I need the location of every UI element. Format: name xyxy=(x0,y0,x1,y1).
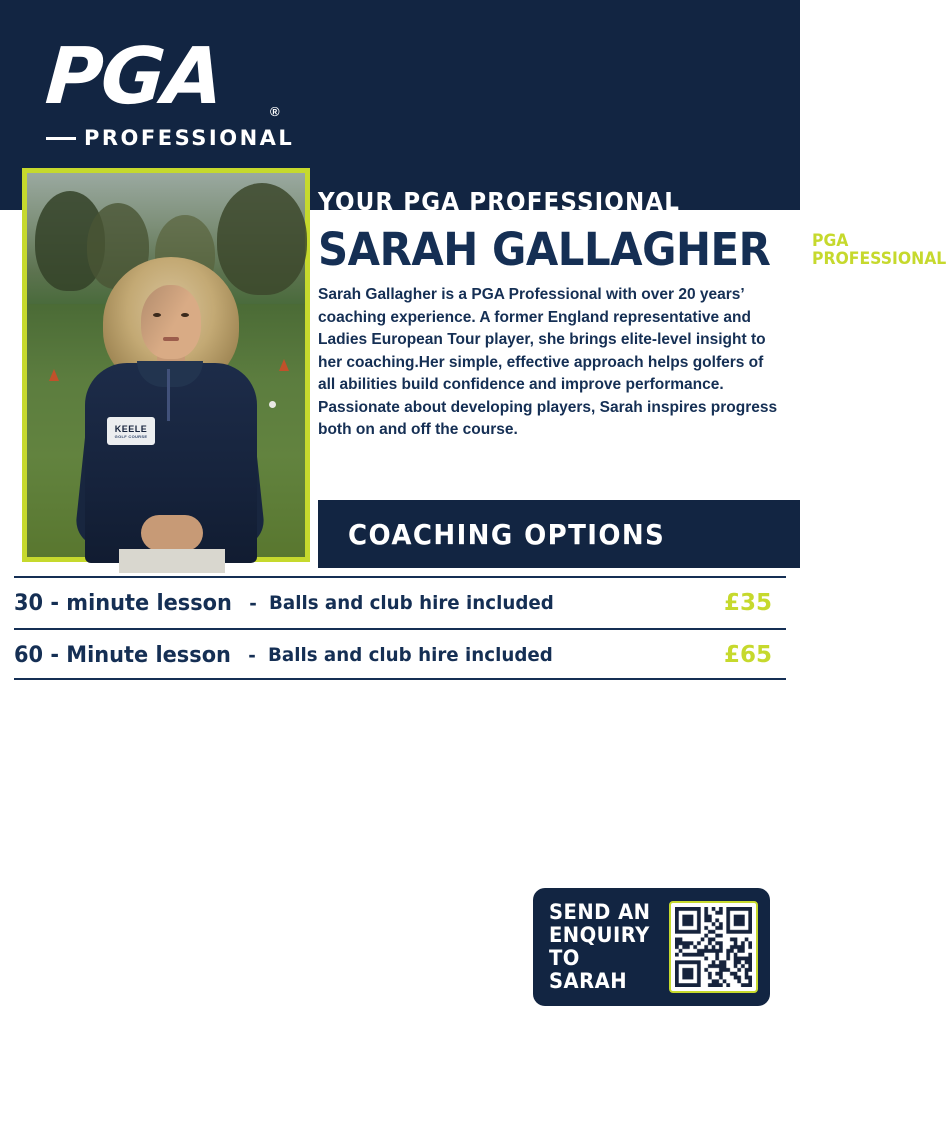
pga-logo-subtitle-row xyxy=(46,126,296,150)
registered-trademark-icon: ® xyxy=(270,104,280,119)
golf-ball-icon xyxy=(269,401,276,408)
coach-trousers xyxy=(119,549,225,573)
coach-bio: Sarah Gallagher is a PGA Professional with over 20 years’ coaching experience. A former England representative and Ladies European Tour player, she brings elite-level insight to her coaching.Her simple, effective approach helps golfers of all abilities build confidence and improve performance. Passionate about developing players, Sarah inspires progress both on and off the course. xyxy=(318,286,778,438)
coach-credential xyxy=(812,226,946,268)
coach-eye-left xyxy=(153,313,161,317)
send-enquiry-line1: SEND AN xyxy=(549,900,651,924)
lesson-row xyxy=(14,578,786,628)
send-enquiry-line2: ENQUIRY xyxy=(549,923,650,947)
lesson-row xyxy=(14,630,786,680)
coach-eye-right xyxy=(181,313,189,317)
coach-face-shading xyxy=(141,285,201,359)
lesson-price: £65 xyxy=(723,642,772,668)
coach-credential-line1: PGA xyxy=(812,231,849,251)
qr-code-canvas xyxy=(675,907,752,987)
coach-figure xyxy=(79,257,263,563)
coaching-options-title: COACHING OPTIONS xyxy=(348,517,666,551)
coach-mouth xyxy=(163,337,179,341)
coach-intro-block xyxy=(318,186,947,457)
jacket-badge-top-text: KEELE xyxy=(114,423,148,434)
lesson-detail: Balls and club hire included xyxy=(268,592,554,614)
pga-logo-subtitle: PROFESSIONAL xyxy=(84,126,295,150)
logo-rule-left xyxy=(46,137,76,140)
pga-logo-wordmark: PGA xyxy=(42,32,225,122)
coach-hands xyxy=(141,515,203,551)
send-enquiry-line3: TO SARAH xyxy=(549,946,628,993)
send-enquiry-cta[interactable] xyxy=(533,888,770,1006)
pga-logo xyxy=(42,32,302,151)
coach-credential-line2: PROFESSIONAL xyxy=(812,249,947,269)
lesson-price: £35 xyxy=(723,590,772,616)
send-enquiry-label xyxy=(549,901,661,993)
lesson-dash: - xyxy=(248,642,256,667)
qr-code-icon[interactable] xyxy=(669,901,758,993)
jacket-badge-bottom-text: GOLF COURSE xyxy=(114,433,148,439)
jacket-badge xyxy=(107,417,155,445)
coach-portrait xyxy=(22,168,310,562)
lesson-duration: 30 - minute lesson xyxy=(14,590,232,616)
coach-name: SARAH GALLAGHER xyxy=(318,223,771,276)
lesson-dash: - xyxy=(249,590,257,615)
lesson-detail: Balls and club hire included xyxy=(267,644,553,666)
coaching-options-header xyxy=(318,500,800,568)
coach-jacket-zip xyxy=(167,369,170,421)
eyebrow-heading: YOUR PGA PROFESSIONAL xyxy=(318,187,680,216)
coach-name-row xyxy=(318,223,947,276)
lesson-duration: 60 - Minute lesson xyxy=(14,642,231,668)
